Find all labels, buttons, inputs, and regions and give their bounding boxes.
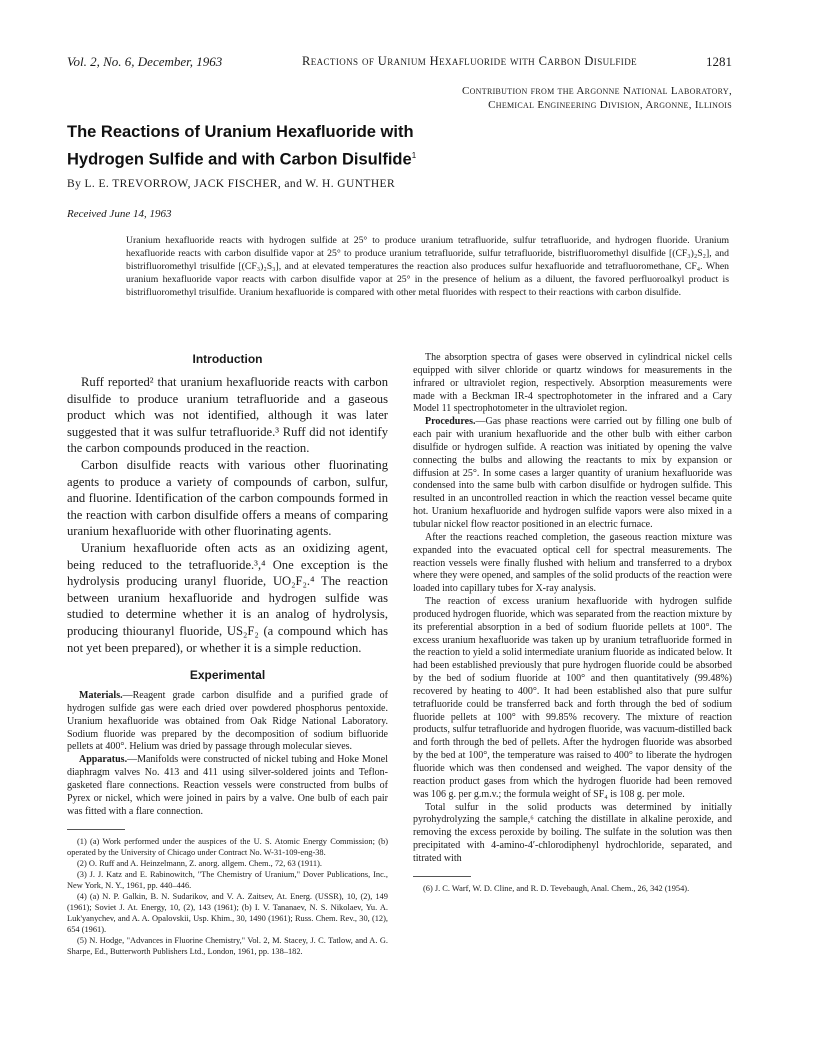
running-title: Reactions of Uranium Hexafluoride with Carbon Disulfide (302, 54, 637, 68)
footnotes-right (413, 883, 732, 894)
apparatus-paragraph (67, 754, 388, 818)
footnote: (4) (a) N. P. Galkin, B. N. Sudarikov, and V. A. Zaitsev, At. Energ. (USSR), 10, (2), 149 (1961); Soviet J. At. Energy, 10, (2), 143 (1961); (b) I. V. Tananaev, N. S. Nikolaev, Yu. A. Luk'yanychev, and A. A. Opalovskii, Usp. Khim., 30, 1490 (1961); Russ. Chem. Rev., 30, (12), 654 (1961). (67, 891, 388, 934)
abstract: Uranium hexafluoride reacts with hydrogen sulfide at 25° to produce uranium tetrafluoride, sulfur tetrafluoride, and hydrogen fluoride. Uranium hexafluoride reacts with carbon disulfide vapor at 25° to produce uranium tetrafluoride, sulfur tetrafluoride, bistrifluoromethyl disulfide [(CF₃)₂S₂], and bistrifluoromethyl trisulfide [(CF₃)₂S₃], and at elevated temperatures the reaction also produces sulfur hexafluoride and tetrafluoromethane, CF₄. When uranium hexafluoride vapor reacts with carbon disulfide vapor at 25° in the presence of helium as a diluent, the favored perfluoroalkyl product is bistrifluoromethyl trisulfide. Uranium hexafluoride is compared with other metal fluorides with respect to their reactions with carbon disulfide. (126, 235, 729, 299)
section-heading-experimental: Experimental (189, 668, 266, 683)
received-date: Received June 14, 1963 (67, 208, 172, 220)
body-paragraph: The absorption spectra of gases were observed in cylindrical nickel cells equipped with silver chloride or quartz windows for measurements in the infrared or ultraviolet region, respectively. Absorption measurements were made with a Beckman IR-4 spectrophotometer in the infrared and a Cary Model 11 spectrophotometer in the ultraviolet region. (413, 352, 732, 415)
procedures-text: —Gas phase reactions were carried out by filling one bulb of each pair with uranium hexafluoride and the other bulb with either carbon disulfide or hydrogen sulfide. A reaction was initiated by opening the valve connecting the bulbs and allowing the reactants to mix by expansion or diffusion at 25°. In some cases a larger quantity of uranium hexafluoride was condensed into the same bulb with carbon disulfide or hydrogen sulfide. This resulted in an uncontrolled reaction in which the reaction vessel became quite hot. Uranium hexafluoride and hydrogen sulfide vapors were also mixed in a tubular nickel flow reactor positioned in an electric furnace. (413, 416, 732, 530)
body-paragraph: Total sulfur in the solid products was determined by initially pyrohydrolyzing the sample,⁶ catching the distillate in alkaline peroxide, and removing the excess peroxide by boiling. The sulfate in the solution was then precipitated with 4-amino-4′-chlorodiphenyl hydrochloride, separated, and titrated with (413, 801, 732, 864)
experimental-body (67, 690, 388, 818)
introduction-body (67, 374, 388, 656)
contribution-note (312, 84, 732, 112)
title-footnote-mark: 1 (411, 151, 417, 160)
intro-paragraph: Uranium hexafluoride often acts as an oxidizing agent, being reduced to the tetrafluoride.³,⁴ One exception is the hydrolysis producing uranyl fluoride, UO₂F₂.⁴ The reaction between uranium hexafluoride and hydrogen sulfide was studied to determine whether it is an analog of hydrolysis, producing thiouranyl fluoride, US₂F₂ (a compound which has not yet been prepared), or whether it is a simple reduction. (67, 540, 388, 655)
apparatus-text: —Manifolds were constructed of nickel tubing and Hoke Monel diaphragm valves No. 413 and 411 using silver-soldered joints and Teflon-gasketed flare connections. Reaction vessels were constructed from bulbs of Pyrex or nickel, which were joined in pairs by a valve. One bulb of each pair was fitted with a flare connection. (67, 754, 388, 817)
intro-paragraph: Ruff reported² that uranium hexafluoride reacts with carbon disulfide to produce uranium tetrafluoride and a gaseous product which was not identified, although it was later suggested that it was sulfur tetrafluoride.³ Ruff did not identify the carbon compounds produced in the reaction. (67, 375, 388, 456)
footnote-divider (67, 829, 125, 830)
footnote: (6) J. C. Warf, W. D. Cline, and R. D. Tevebaugh, Anal. Chem., 26, 342 (1954). (423, 883, 690, 893)
page-number: 1281 (706, 54, 732, 69)
footnote: (1) (a) Work performed under the auspices of the U. S. Atomic Energy Commission; (b) operated by the University of Chicago under Contract No. W-31-109-eng-38. (67, 836, 388, 857)
procedures-paragraph (413, 416, 732, 532)
title-line-2: Hydrogen Sulfide and with Carbon Disulfide (67, 150, 412, 169)
right-column-body (413, 352, 732, 866)
intro-paragraph: Carbon disulfide reacts with various other fluorinating agents to produce a variety of compounds of carbon, sulfur, and fluorine. Identification of the carbon compounds formed in the reaction with carbon disulfide offers a means of comparing uranium hexafluoride with other fluorinating agents. (67, 457, 388, 539)
footnote: (3) J. J. Katz and E. Rabinowitch, "The Chemistry of Uranium," Dover Publications, Inc., New York, N. Y., 1961, pp. 440–446. (67, 869, 388, 890)
body-paragraph: The reaction of excess uranium hexafluoride with hydrogen sulfide produced hydrogen fluoride, which was separated from the reaction mixture by its preferential absorption in a bed of sodium fluoride pellets at 100°. The excess uranium hexafluoride was taken up by uranium tetrafluoride formed in the reaction to yield a solid intermediate uranium fluoride as indicated below. It had been established previously that pure hydrogen fluoride could be absorbed by the bed of sodium fluoride at 100° and then quantitatively (99.48%) recovered by heating to 400°. It had been established also that pure sulfur tetrafluoride could be transferred back and forth through the bed of sodium fluoride pellets at 100° with 99.85% recovery. The mixture of reaction products, sulfur tetrafluoride and hydrogen fluoride, was vacuum-distilled back and forth through the bed of pellets. After the hydrogen fluoride was absorbed by the bed at 100°, the temperature was raised to 400° to liberate the hydrogen fluoride which was then condensed and weighed. The vapor density of the reaction product gases from which the hydrogen fluoride had been removed was 106 g. per g.m.v.; the formula weight of SF₄ is 108 g. per mole. (413, 596, 732, 800)
journal-citation: Vol. 2, No. 6, December, 1963 (67, 54, 223, 69)
apparatus-label: Apparatus. (79, 754, 128, 766)
title-line-1: The Reactions of Uranium Hexafluoride with (67, 123, 414, 141)
article-title (67, 121, 487, 172)
procedures-label: Procedures. (425, 416, 476, 428)
contribution-line-1: Contribution from the Argonne National Laboratory, (461, 85, 732, 97)
left-column (67, 352, 388, 957)
section-heading-introduction: Introduction (192, 352, 263, 366)
right-column (413, 352, 732, 894)
contribution-line-2: Chemical Engineering Division, Argonne, Illinois (488, 99, 732, 111)
footnote-divider (413, 876, 471, 877)
footnotes-left (67, 836, 388, 957)
footnote: (2) O. Ruff and A. Heinzelmann, Z. anorg. allgem. Chem., 72, 63 (1911). (77, 858, 322, 868)
materials-label: Materials. (79, 690, 123, 702)
materials-paragraph (67, 690, 388, 754)
footnote: (5) N. Hodge, "Advances in Fluorine Chemistry," Vol. 2, M. Stacey, J. C. Tatlow, and A. G. Sharpe, Ed., Butterworth Publishers Ltd., London, 1961, pp. 138–182. (67, 935, 388, 956)
body-paragraph: After the reactions reached completion, the gaseous reaction mixture was expanded into the evacuated optical cell for spectral measurements. The reaction vessels were finally flushed with helium and transferred to a drybox where they were opened, and samples of the solid products of the reaction were loaded into capillary tubes for X-ray analysis. (413, 531, 732, 595)
running-header (302, 54, 732, 69)
materials-text: —Reagent grade carbon disulfide and a purified grade of hydrogen sulfide gas were each dried over powdered phosphorus pentoxide. Uranium hexafluoride was obtained from Oak Ridge National Laboratory. Sodium fluoride was prepared by the decomposition of sodium bifluoride pellets at 400°. Helium was dried by passage through molecular sieves. (67, 690, 388, 753)
author-list: By L. E. TREVORROW, JACK FISCHER, and W. H. GUNTHER (67, 178, 396, 190)
